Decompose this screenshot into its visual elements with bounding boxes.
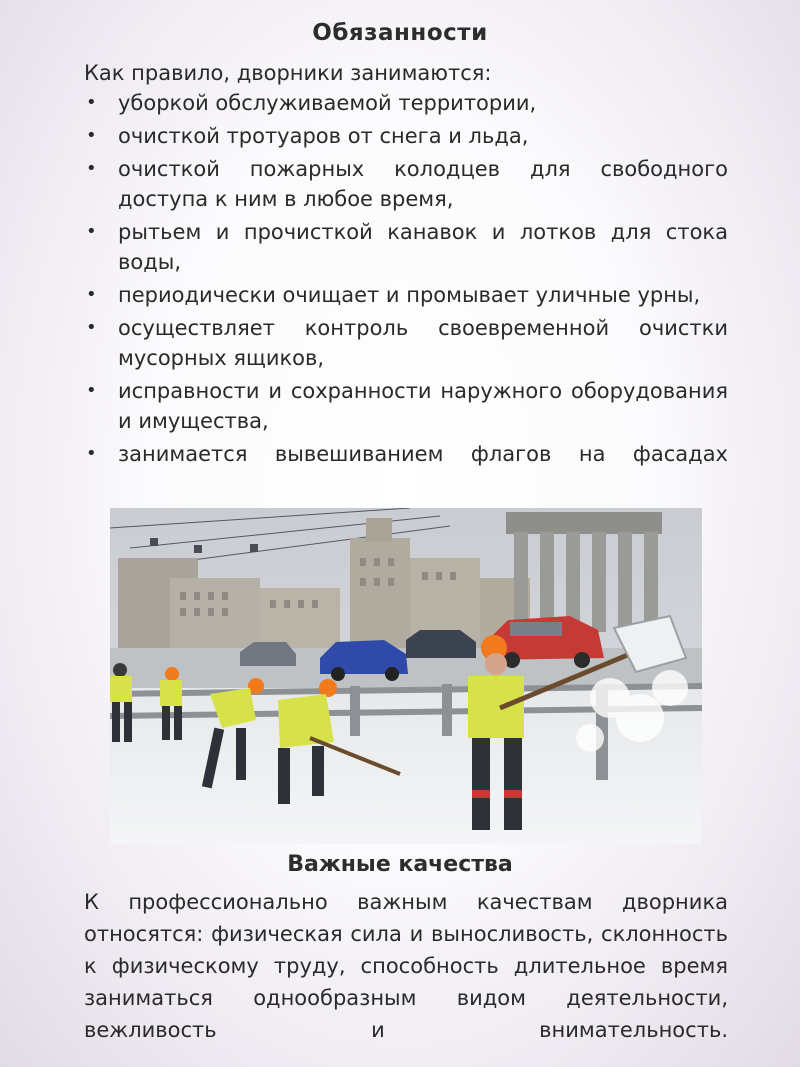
duties-list [84, 88, 728, 472]
bullet-icon: • [86, 158, 97, 179]
section-title-qualities: Важные качества [287, 852, 513, 877]
list-item [84, 154, 728, 214]
duties-intro: Как правило, дворники занимаются: [84, 61, 492, 85]
list-item-text: периодически очищает и промывает уличные урны, [118, 283, 701, 307]
snow-clearing-photo [110, 508, 702, 844]
bullet-icon: • [86, 221, 97, 242]
list-item-text: очисткой тротуаров от снега и льда, [118, 124, 529, 148]
bullet-icon: • [86, 380, 97, 401]
list-item [84, 313, 728, 373]
list-item-text: исправности и сохранности наружного оборудования и имущества, [118, 379, 728, 433]
list-item-text: очисткой пожарных колодцев для свободного доступа к ним в любое время, [118, 157, 728, 211]
list-item-text: уборкой обслуживаемой территории, [118, 91, 537, 115]
bullet-icon: • [86, 317, 97, 338]
section-title-duties: Обязанности [312, 20, 488, 46]
list-item [84, 280, 728, 310]
snow-clearing-illustration [110, 508, 702, 844]
list-item [84, 217, 728, 277]
bullet-icon: • [86, 125, 97, 146]
list-item [84, 439, 728, 469]
bullet-icon: • [86, 443, 97, 464]
bullet-icon: • [86, 284, 97, 305]
qualities-paragraph: К профессионально важным качествам дворника относятся: физическая сила и выносливость, склонность к физическому труду, способность длительное время заниматься однообразным видом деятельности, вежливость и внимательность. [84, 890, 728, 1042]
list-item [84, 88, 728, 118]
list-item-text: рытьем и прочисткой канавок и лотков для стока воды, [118, 220, 728, 274]
list-item-text: осуществляет контроль своевременной очистки мусорных ящиков, [118, 316, 728, 370]
bullet-icon: • [86, 92, 97, 113]
list-item-text: занимается вывешиванием флагов на фасадах [118, 442, 728, 466]
list-item [84, 376, 728, 436]
list-item [84, 121, 728, 151]
